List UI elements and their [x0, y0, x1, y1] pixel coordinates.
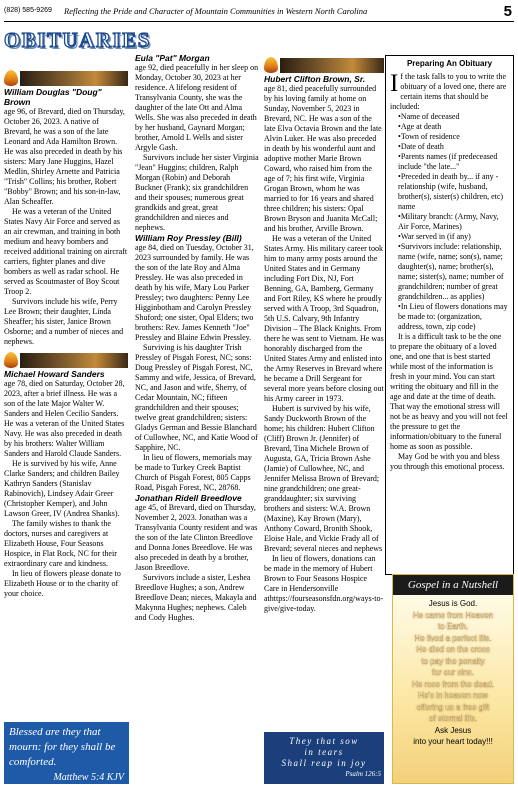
masthead [4, 4, 514, 22]
obituary-paragraph: He is survived by his wife, Anne Clarke Sanders; and children Bailey Kathryn Sanders (Stanislav Rabinovich), Lindsey Adair Greer (Christopher Kemper), and John Lawson Greer, IV (Andrea Shanks). [4, 459, 120, 518]
checklist-item: • Preceded in death by... if any - relationship (wife, husband, brother(s), sister(s) children, etc) name [390, 172, 509, 212]
obituary-william-pressley [135, 233, 259, 493]
checklist-item: • Military branch: (Army, Navy, Air Force, Marines) [390, 212, 509, 232]
obituary-paragraph: The family wishes to thank the doctors, nurses and caregivers at Elizabeth House, Four Seasons Hospice, in Flat Rock, NC for their extraordinary care and kindness. [4, 519, 117, 568]
obituary-paragraph: age 81, died peacefully surrounded by his loving family at home on Sunday, November 5, 2023 in Brevard, NC. He was a son of the late Elva Octavia Brown and the late Alvin Luker. He was also preceded in death by his wonderful aunt and adoptive mother Marie Brown Coward, who raised him from the age of 7; his first wife, Virginia Grogan Brown, whom he was married to for 16 years and shared three children; his sisters: Opal Brown Bryson and Juanita McCall; and his brother, Arville Brown. [264, 84, 382, 233]
candle-bar [4, 69, 128, 86]
phone-number: (828) 585-9269 [4, 7, 52, 14]
candle-icon [264, 57, 278, 73]
gospel-line: of eternal life. [428, 714, 478, 723]
obituary-name: Hubert Clifton Brown, Sr. [264, 74, 366, 84]
obituary-paragraph: age 96, of Brevard, died on Thursday, October 26, 2023. A native of Brevard, he was a son of the late Leonard and Ada Hamilton Brown. He was also preceded in death by his sisters: Mary Jane Huggins, Hazel Medlin, Shirley Arnette and Patricia "Trish" Collins; his brother, Robert "Bobby" Brown; and his son-in-law, Alan Scheaffer. [4, 107, 125, 206]
checklist-item: • Age at death [390, 122, 509, 132]
page-number: 5 [503, 3, 512, 20]
gospel-line: Jesus is God. [428, 599, 478, 608]
obituary-name: Eula "Pat" Morgan [135, 53, 210, 63]
obituary-paragraph: Survivors include his wife, Perry Lee Brown; their daughter, Linda Sheaffer; his sister, Janice Brown Osborne; and a number of nieces and nephews. [4, 297, 124, 346]
obituary-paragraph: Hubert is survived by his wife, Sandy Duckworth Brown of the home; his children: Hubert Clifton (Cliff) Brown Jr. (Jennifer) of Brevard, Tina Michele Brown of Augusta, GA, Tricia Brown Ashe (Jamie) of Cullowhee, NC, and Jennifer Melissa Brown of Brevard; nine grandchildren; one great-granddaughter; six surviving brothers and sisters: W.A. Brown (Maxine), Kay Brown (Mary), Anthony Coward, Bronith Shook, Eloise Hale, and Vickie Frady all of Brevard; several nieces and nephews [264, 404, 383, 553]
checklist-item: • Town of residence [390, 132, 509, 142]
column-1 [4, 69, 128, 599]
obituaries-banner [4, 29, 166, 51]
obituary-paragraph: In lieu of flowers, memorials may be made to Turkey Creek Baptist Church of Pisgah Forest, 805 Capps Road, Pisgah Forest, NC, 28768. [135, 453, 252, 492]
obituary-paragraph: In lieu of flowers please donate to Elizabeth House or to the charity of your choice. [4, 569, 121, 598]
verse-line: Shall reap in joy [281, 758, 367, 768]
verse-text: Blessed are they that mourn: for they shall be comforted. [9, 726, 116, 768]
candle-bar [4, 351, 128, 368]
verse-line: They that sow [289, 736, 359, 746]
obituary-paragraph: In lieu of flowers, donations can be made in the memory of Hubert Brown to Four Seasons Hospice Care in Hendersonville athttps://fourseasonsfdn.org/ways-to-give/give-today. [264, 554, 384, 613]
obituary-paragraph: Surviving is his daughter Trish Pressley of Pisgah Forest, NC; sons: Doug Pressley of Pisgah Forest, NC, Sammy and wife, Jessica, of Brevard, NC, and Jason and wife, Sherry, of Cedar Mountain, NC; fifteen grandchildren and their spouses; twelve great grandchildren; sisters: Gladys German and Bessie Blanchard of Cullowhee, NC, and Katie Wood of Sapphire, NC. [135, 343, 258, 452]
obituary-michael-sanders [4, 351, 128, 599]
checklist-item: • Date of death [390, 142, 509, 152]
checklist-item: • Name of deceased [390, 112, 509, 122]
candle-bar-graphic [20, 71, 128, 86]
candle-bar-graphic [280, 58, 384, 73]
gospel-line: offering us a free gift [416, 702, 490, 712]
obituary-douglas-brown [4, 69, 128, 347]
obituary-hubert-brown [264, 56, 384, 614]
obituary-jonathan-breedlove [135, 493, 259, 623]
gospel-line: He's in heaven now [418, 691, 488, 700]
gospel-line: into your heart today!!! [413, 737, 493, 746]
box-intro [390, 72, 509, 112]
verse-reference: Psalm 126:5 [345, 770, 381, 778]
verse-reference: Matthew 5:4 KJV [53, 772, 124, 783]
obituary-paragraph: Survivors include her sister Virginia "Jean" Huggins; children, Ralph Morgan (Robin) and Deborah Buckner (Frank); six grandchildren and their spouses; numerous great grandkids and great, great grandchildren and nieces and nephews. [135, 153, 259, 232]
verse-matthew [4, 722, 129, 784]
verse-line: in tears [304, 747, 344, 757]
gospel-line: to Earth. [437, 622, 469, 631]
gospel-line: to pay the penalty [421, 656, 485, 666]
obituaries-title: OBITUARIES [4, 28, 151, 52]
obituary-paragraph: age 45, of Brevard, died on Thursday, November 2, 2023. Jonathan was a Transylvania County resident and was the son of the late Clinton Breedlove and Donna Jones Breedlove. He was also preceded in death by a brother, Jason Breedlove. [135, 503, 258, 572]
candle-icon [4, 352, 18, 368]
column-3 [264, 56, 384, 614]
obituary-eula-morgan [135, 53, 259, 233]
gospel-line: He died on the cross [416, 645, 490, 654]
checklist-item: • Survivors include: relationship, name (wife, name; son(s), name; daughter(s), name; brother(s), name; sister(s), name; number of grandchildren; number of great grandchildren... as applies) [390, 242, 509, 302]
candle-bar-graphic [20, 353, 128, 368]
obituary-paragraph: age 92, died peacefully in her sleep on Monday, October 30, 2023 at her residence. A lifelong resident of Transylvania County, she was the daughter of the late Ott and Alma Wells. She was also preceded in death by her husband, Gaynard Morgan; brother, Arnold L Wells and sister Argyle Gash. [135, 63, 259, 152]
gospel-line: He rose from the dead. [412, 679, 494, 689]
checklist-item: • Parents names (if predeceased include "the late..." [390, 152, 509, 172]
obituary-paragraph: age 84, died on Tuesday, October 31, 2023 surrounded by family. He was the son of the late Roy and Alma Pressley. He was also preceded in death by his wife, Mary Lou Parker Pressley; two daughters: Penny Lee Higginbotham and Carolyn Pressley Shuford; one sister, Opal Elders; two brothers: Rev. James Kenneth "Joe" Pressley and Blaine Edwin Pressley. [135, 243, 254, 342]
gospel-line: He came from Heaven [412, 610, 494, 620]
box-title: Preparing An Obituary [406, 59, 493, 68]
gospel-text [393, 595, 513, 783]
intro-text: f the task falls to you to write the obituary of a loved one, there are certain items that should be included: [390, 72, 507, 111]
box-paragraph: It is a difficult task to be the one to prepare the obituary of a loved one, and one that is best started while most of the information is fresh in your mind. You can start writing the obituary and fill in the age and date at the time of death. That way the emotional stress will not be as heavy and you will not feel the pressure to get the information/obituary to the funeral home as soon as possible. [390, 332, 508, 451]
obituary-name: Jonathan Ridell Breedlove [135, 493, 242, 503]
obituary-paragraph: He was a veteran of the United States Army. His military career took him to many army posts around the United States and in Germany including Fort Dix, NJ, Fort Benning, GA, Bamberg, Germany and Fort Riley, KS where he proudly served with A Troop, 3rd Squadron, 5th U.S. Calvary, 9th Infantry Division – The Black Knights. From there he was sent to Vietnam. He was honorably discharged from the United States Army and enlisted into the Army Reserves in Brevard where he became a Drill Sergeant for several more years before closing out his Army career in 1973. [264, 234, 384, 403]
column-2 [135, 53, 259, 623]
obituary-name: William Douglas "Doug" Brown [4, 87, 102, 107]
obituary-name: Michael Howard Sanders [4, 369, 105, 379]
obituary-name: William Roy Pressley (Bill) [135, 233, 242, 243]
gospel-line: for our sins. [432, 668, 474, 677]
drop-cap: I [390, 70, 399, 97]
gospel-line: Ask Jesus [434, 725, 472, 735]
gospel-box [392, 574, 514, 784]
gospel-line: He lived a perfect life. [414, 633, 492, 643]
verse-psalm [264, 732, 384, 784]
obituary-paragraph: Survivors include a sister, Leshea Breedlove Hughes; a son, Andrew Breedlove Dean; nieces, Makayla and Makynna Hughes; nephews. Caleb and Cody Hughes. [135, 573, 257, 622]
obituary-paragraph: age 78, died on Saturday, October 28, 2023, after a brief illness. He was a son of the late Major Walter W. Sanders and Helen Cecilio Sanders. He was a veteran of the United States Navy. He was also preceded in death by his brothers: Walter William Sanders and Harold Claude Sanders. [4, 379, 125, 458]
obituary-paragraph: He was a veteran of the United States Navy Air Force and served as an air crewman, and training in both medium and heavy bombers and received additional training on aircraft carriers, fighter planes and dive bombers as well as radar school. He served as Scoutmaster of Boy Scout Troop 2. [4, 207, 128, 296]
masthead-tagline: Reflecting the Pride and Character of Mountain Communities in Western North Carolina [64, 6, 368, 16]
box-paragraph: May God be with you and bless you through this emotional process. [390, 452, 505, 471]
checklist-item: • In Lieu of flowers donations may be made to: (organization, address, town, zip code) [390, 302, 509, 332]
checklist-item: • War served in (if any) [390, 232, 509, 242]
preparing-obituary-box [385, 55, 514, 575]
candle-bar [264, 56, 384, 73]
candle-icon [4, 70, 18, 86]
gospel-title: Gospel in a Nutshell [393, 575, 513, 595]
